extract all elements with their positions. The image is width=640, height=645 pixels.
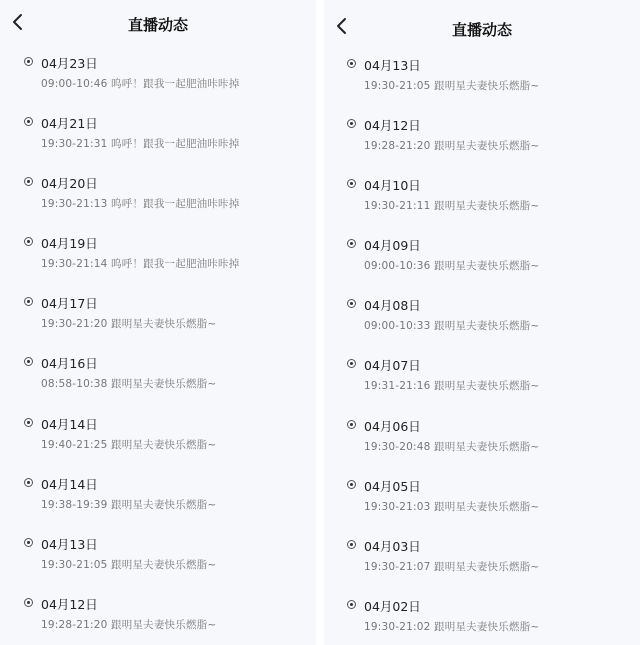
list-item[interactable] — [324, 54, 640, 104]
entry-detail: 19:31-21:16 跟明星夫妻快乐燃脂~ — [364, 380, 540, 392]
entry-detail: 09:00-10:46 呜呼！跟我一起肥油咔咔掉 — [41, 78, 240, 90]
radio-dot-icon — [347, 119, 356, 128]
list-item[interactable] — [324, 294, 640, 344]
entry-date: 04月20日 — [41, 176, 98, 191]
radio-dot-icon — [347, 359, 356, 368]
list-item[interactable] — [324, 535, 640, 585]
radio-dot-icon — [24, 57, 33, 66]
list-item[interactable] — [0, 352, 316, 402]
list-item[interactable] — [324, 475, 640, 525]
entry-detail: 09:00-10:36 跟明星夫妻快乐燃脂~ — [364, 260, 540, 272]
entry-detail: 19:30-21:05 跟明星夫妻快乐燃脂~ — [41, 559, 217, 571]
page-title: 直播动态 — [127, 16, 188, 34]
radio-dot-icon — [347, 420, 356, 429]
entry-date: 04月12日 — [364, 118, 421, 133]
radio-dot-icon — [24, 598, 33, 607]
entry-date: 04月16日 — [41, 356, 98, 371]
entry-detail: 19:30-20:48 跟明星夫妻快乐燃脂~ — [364, 441, 540, 453]
entry-detail: 19:30-21:13 呜呼！跟我一起肥油咔咔掉 — [41, 198, 240, 210]
entry-date: 04月03日 — [364, 539, 421, 554]
list-item[interactable] — [0, 413, 316, 463]
list-item[interactable] — [0, 533, 316, 583]
entry-date: 04月13日 — [41, 537, 98, 552]
list-item[interactable] — [324, 415, 640, 465]
entry-date: 04月23日 — [41, 56, 98, 71]
header — [324, 0, 640, 44]
entry-date: 04月17日 — [41, 296, 98, 311]
list-item[interactable] — [0, 52, 316, 102]
entry-detail: 19:30-21:05 跟明星夫妻快乐燃脂~ — [364, 80, 540, 92]
entry-date: 04月14日 — [41, 417, 98, 432]
radio-dot-icon — [24, 117, 33, 126]
radio-dot-icon — [24, 237, 33, 246]
entry-detail: 19:30-21:11 跟明星夫妻快乐燃脂~ — [364, 200, 540, 212]
entry-date: 04月08日 — [364, 298, 421, 313]
entry-date: 04月13日 — [364, 58, 421, 73]
entry-detail: 19:30-21:31 呜呼！跟我一起肥油咔咔掉 — [41, 138, 240, 150]
list-item[interactable] — [0, 232, 316, 282]
entry-date: 04月10日 — [364, 178, 421, 193]
list-item[interactable] — [324, 595, 640, 645]
list-item[interactable] — [0, 292, 316, 342]
entry-date: 04月02日 — [364, 599, 421, 614]
radio-dot-icon — [347, 480, 356, 489]
radio-dot-icon — [24, 357, 33, 366]
radio-dot-icon — [24, 538, 33, 547]
entry-date: 04月06日 — [364, 419, 421, 434]
entry-date: 04月19日 — [41, 236, 98, 251]
list-item[interactable] — [324, 114, 640, 164]
list-item[interactable] — [0, 112, 316, 162]
entry-date: 04月09日 — [364, 238, 421, 253]
entry-detail: 19:38-19:39 跟明星夫妻快乐燃脂~ — [41, 499, 217, 511]
list-item[interactable] — [0, 473, 316, 523]
entry-date: 04月12日 — [41, 597, 98, 612]
entry-detail: 19:40-21:25 跟明星夫妻快乐燃脂~ — [41, 439, 217, 451]
divider — [316, 0, 324, 645]
right-screen — [324, 0, 640, 645]
entry-detail: 08:58-10:38 跟明星夫妻快乐燃脂~ — [41, 378, 217, 390]
page-title: 直播动态 — [451, 21, 512, 39]
radio-dot-icon — [347, 299, 356, 308]
entry-date: 04月21日 — [41, 116, 98, 131]
entry-detail: 19:30-21:07 跟明星夫妻快乐燃脂~ — [364, 561, 540, 573]
entry-date: 04月05日 — [364, 479, 421, 494]
radio-dot-icon — [347, 600, 356, 609]
radio-dot-icon — [24, 418, 33, 427]
entry-detail: 19:28-21:20 跟明星夫妻快乐燃脂~ — [364, 140, 540, 152]
entry-detail: 09:00-10:33 跟明星夫妻快乐燃脂~ — [364, 320, 540, 332]
entry-detail: 19:30-21:03 跟明星夫妻快乐燃脂~ — [364, 501, 540, 513]
entry-detail: 19:30-21:02 跟明星夫妻快乐燃脂~ — [364, 621, 540, 633]
radio-dot-icon — [24, 297, 33, 306]
list-item[interactable] — [324, 234, 640, 284]
radio-dot-icon — [24, 177, 33, 186]
list-item[interactable] — [0, 172, 316, 222]
entry-detail: 19:28-21:20 跟明星夫妻快乐燃脂~ — [41, 619, 217, 631]
radio-dot-icon — [347, 540, 356, 549]
entry-detail: 19:30-21:20 跟明星夫妻快乐燃脂~ — [41, 318, 217, 330]
entry-date: 04月14日 — [41, 477, 98, 492]
left-screen — [0, 0, 316, 645]
radio-dot-icon — [347, 59, 356, 68]
entry-date: 04月07日 — [364, 358, 421, 373]
entry-detail: 19:30-21:14 呜呼！跟我一起肥油咔咔掉 — [41, 258, 240, 270]
header — [0, 0, 316, 44]
list-item[interactable] — [0, 593, 316, 643]
radio-dot-icon — [24, 478, 33, 487]
radio-dot-icon — [347, 179, 356, 188]
list-item[interactable] — [324, 174, 640, 224]
list-item[interactable] — [324, 354, 640, 404]
radio-dot-icon — [347, 239, 356, 248]
